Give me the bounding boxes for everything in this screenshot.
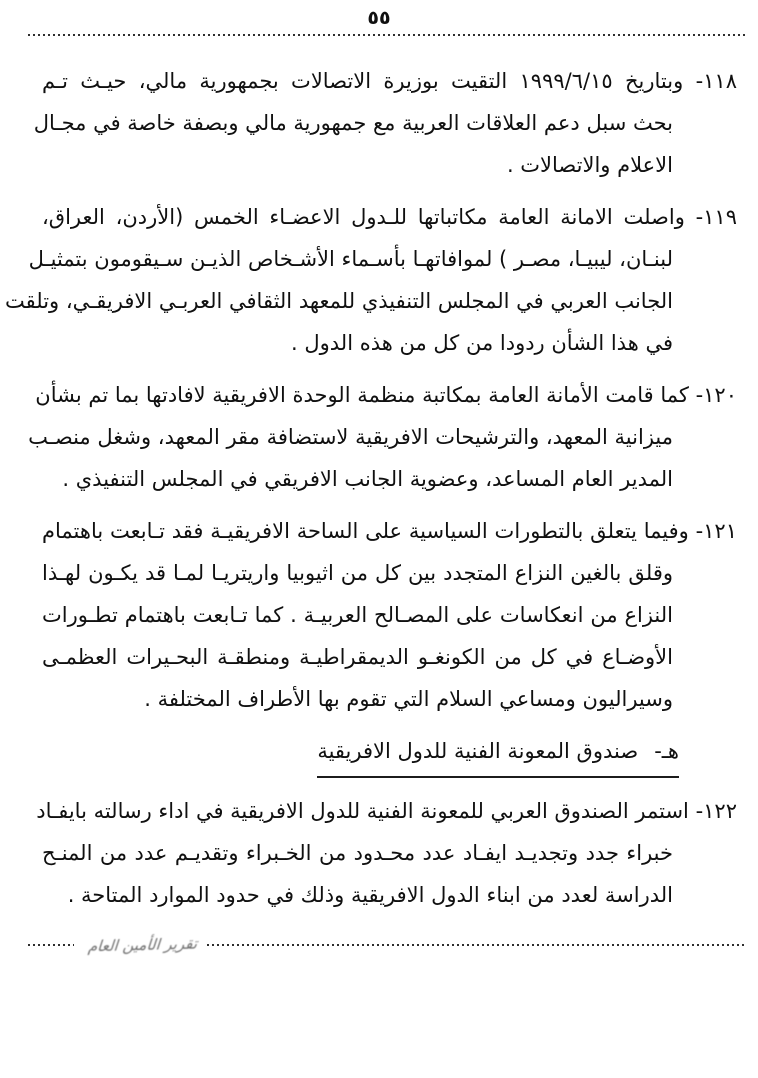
paragraph-line: المدير العام المساعد، وعضوية الجانب الافريقي في المجلس التنفيذي .: [62, 467, 673, 491]
paragraph-line: وقلق بالغين النزاع المتجدد بين كل من اثيوبيا واريتريـا لمـا قد يكـون لهـذا: [42, 561, 673, 585]
paragraph-119: [5, 196, 737, 364]
paragraph-line: وسيراليون ومساعي السلام التي تقوم بها الأطراف المختلفة .: [144, 687, 673, 711]
paragraph-line: ١٢٢- استمر الصندوق العربي للمعونة الفنية للدول الافريقية في اداء رسالته بايفـاد: [36, 799, 737, 823]
section-heading-underlined: [317, 730, 679, 778]
paragraph-118: [33, 60, 737, 186]
section-heading: [42, 730, 679, 778]
paragraph-line: بحث سبل دعم العلاقات العربية مع جمهورية مالي وبصفة خاصة في مجـال: [33, 111, 673, 135]
paragraph-line: ١٢٠- كما قامت الأمانة العامة بمكاتبة منظمة الوحدة الافريقية لافادتها بما تم بشأن: [35, 383, 737, 407]
section-heading-marker: هـ-: [654, 739, 679, 763]
footer-note-script: تقرير الأمين العام: [87, 934, 198, 956]
paragraph-line: لبنـان، ليبيـا، مصـر ) لموافاتهـا بأسـماء الأشـخاص الذيـن سـيقومون بتمثيـل: [28, 247, 673, 271]
paragraph-line: الجانب العربي في المجلس التنفيذي للمعهد الثقافي العربـي الافريقـي، وتلقت: [5, 289, 673, 313]
paragraph-line: خبراء جدد وتجديـد ايفـاد عدد محـدود من الخـبراء وتقديـم عدد من المنـح: [42, 841, 673, 865]
footer-rule-short: [28, 944, 74, 946]
paragraph-122: [36, 790, 737, 916]
paragraph-line: ١١٩- واصلت الامانة العامة مكاتباتها للـدول الاعضـاء الخمس (الأردن، العراق،: [42, 205, 737, 229]
footer-rule-long: [207, 944, 746, 946]
paragraph-line: ١٢١- وفيما يتعلق بالتطورات السياسية على الساحة الافريقيـة فقد تـابعت باهتمام: [42, 519, 737, 543]
page-footer: [28, 936, 746, 954]
paragraph-line: الدراسة لعدد من ابناء الدول الافريقية وذلك في حدود الموارد المتاحة .: [67, 883, 673, 907]
paragraph-line: ميزانية المعهد، والترشيحات الافريقية لاستضافة مقر المعهد، وشغل منصـب: [28, 425, 673, 449]
document-body: [0, 36, 758, 916]
paragraph-line: النزاع من انعكاسات على المصـالح العربيـة . كما تـابعت باهتمام تطـورات: [42, 603, 673, 627]
paragraph-line: الأوضـاع في كل من الكونغـو الديمقراطيـة ومنطقـة البحـيرات العظمـى: [42, 645, 673, 669]
paragraph-120: [28, 374, 737, 500]
paragraph-line: في هذا الشأن ردودا من كل من هذه الدول .: [291, 331, 673, 355]
paragraph-line: الاعلام والاتصالات .: [506, 153, 673, 177]
paragraph-line: ١١٨- وبتاريخ ١٩٩٩/٦/١٥ التقيت بوزيرة الاتصالات بجمهورية مالي، حيـث تـم: [42, 69, 737, 93]
page-number: ٥٥: [367, 7, 391, 29]
section-heading-title: صندوق المعونة الفنية للدول الافريقية: [317, 739, 639, 763]
paragraph-121: [42, 510, 737, 720]
